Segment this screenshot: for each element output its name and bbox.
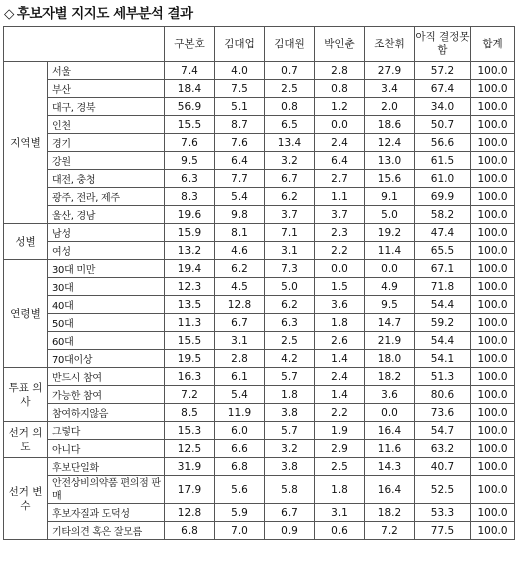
- value-cell: 0.9: [265, 522, 315, 540]
- value-cell: 1.8: [315, 476, 365, 504]
- support-table: [3, 26, 515, 540]
- row-category: 부산: [48, 80, 165, 98]
- value-cell: 0.0: [315, 260, 365, 278]
- value-cell: 7.2: [165, 386, 215, 404]
- value-cell: 5.0: [265, 278, 315, 296]
- row-group-label: 성별: [4, 224, 48, 260]
- value-cell: 59.2: [415, 314, 471, 332]
- column-header: 박인춘: [315, 27, 365, 62]
- row-category: 인천: [48, 116, 165, 134]
- table-row: [4, 134, 515, 152]
- value-cell: 2.5: [265, 332, 315, 350]
- table-row: [4, 98, 515, 116]
- table-row: [4, 152, 515, 170]
- value-cell: 17.9: [165, 476, 215, 504]
- value-cell: 15.9: [165, 224, 215, 242]
- row-category: 경기: [48, 134, 165, 152]
- value-cell: 100.0: [471, 440, 515, 458]
- value-cell: 1.9: [315, 422, 365, 440]
- column-header: 아직 결정못함: [415, 27, 471, 62]
- value-cell: 15.5: [165, 116, 215, 134]
- value-cell: 100.0: [471, 224, 515, 242]
- table-row: [4, 458, 515, 476]
- row-group-label: 선거 변수: [4, 458, 48, 540]
- table-row: [4, 522, 515, 540]
- value-cell: 15.5: [165, 332, 215, 350]
- value-cell: 7.4: [165, 62, 215, 80]
- value-cell: 12.8: [165, 504, 215, 522]
- table-row: [4, 80, 515, 98]
- value-cell: 6.8: [215, 458, 265, 476]
- value-cell: 7.1: [265, 224, 315, 242]
- value-cell: 3.2: [265, 152, 315, 170]
- value-cell: 2.7: [315, 170, 365, 188]
- row-category: 울산, 경남: [48, 206, 165, 224]
- value-cell: 5.0: [365, 206, 415, 224]
- value-cell: 9.5: [365, 296, 415, 314]
- value-cell: 6.2: [265, 296, 315, 314]
- value-cell: 50.7: [415, 116, 471, 134]
- page-title: [4, 2, 193, 24]
- row-category: 강원: [48, 152, 165, 170]
- value-cell: 3.7: [265, 206, 315, 224]
- value-cell: 54.4: [415, 296, 471, 314]
- value-cell: 100.0: [471, 134, 515, 152]
- value-cell: 77.5: [415, 522, 471, 540]
- value-cell: 2.4: [315, 368, 365, 386]
- value-cell: 6.3: [165, 170, 215, 188]
- row-group-label: 선거 의도: [4, 422, 48, 458]
- table-row: [4, 188, 515, 206]
- value-cell: 5.8: [265, 476, 315, 504]
- value-cell: 14.7: [365, 314, 415, 332]
- value-cell: 65.5: [415, 242, 471, 260]
- value-cell: 27.9: [365, 62, 415, 80]
- table-row: [4, 422, 515, 440]
- value-cell: 6.7: [265, 504, 315, 522]
- table-row: [4, 116, 515, 134]
- value-cell: 0.7: [265, 62, 315, 80]
- value-cell: 100.0: [471, 522, 515, 540]
- value-cell: 100.0: [471, 368, 515, 386]
- row-category: 광주, 전라, 제주: [48, 188, 165, 206]
- value-cell: 0.0: [365, 260, 415, 278]
- row-category: 60대: [48, 332, 165, 350]
- row-category: 30대: [48, 278, 165, 296]
- value-cell: 8.1: [215, 224, 265, 242]
- value-cell: 47.4: [415, 224, 471, 242]
- value-cell: 58.2: [415, 206, 471, 224]
- value-cell: 7.5: [215, 80, 265, 98]
- row-category: 아니다: [48, 440, 165, 458]
- value-cell: 4.5: [215, 278, 265, 296]
- value-cell: 34.0: [415, 98, 471, 116]
- value-cell: 61.5: [415, 152, 471, 170]
- value-cell: 100.0: [471, 62, 515, 80]
- value-cell: 12.3: [165, 278, 215, 296]
- value-cell: 63.2: [415, 440, 471, 458]
- value-cell: 0.8: [315, 80, 365, 98]
- value-cell: 52.5: [415, 476, 471, 504]
- value-cell: 100.0: [471, 206, 515, 224]
- value-cell: 100.0: [471, 170, 515, 188]
- value-cell: 2.8: [315, 62, 365, 80]
- diamond-icon: ◇: [4, 6, 14, 22]
- value-cell: 100.0: [471, 242, 515, 260]
- row-category: 70대이상: [48, 350, 165, 368]
- value-cell: 53.3: [415, 504, 471, 522]
- table-row: [4, 332, 515, 350]
- row-group-label: 지역별: [4, 62, 48, 224]
- value-cell: 6.7: [265, 170, 315, 188]
- value-cell: 19.5: [165, 350, 215, 368]
- value-cell: 2.8: [215, 350, 265, 368]
- value-cell: 56.6: [415, 134, 471, 152]
- row-category: 후보단일화: [48, 458, 165, 476]
- value-cell: 8.5: [165, 404, 215, 422]
- column-header: 김대원: [265, 27, 315, 62]
- column-header: 조찬휘: [365, 27, 415, 62]
- value-cell: 4.6: [215, 242, 265, 260]
- table-body: [4, 62, 515, 540]
- header-corner: [4, 27, 165, 62]
- value-cell: 3.6: [315, 296, 365, 314]
- row-category: 50대: [48, 314, 165, 332]
- value-cell: 14.3: [365, 458, 415, 476]
- value-cell: 100.0: [471, 260, 515, 278]
- value-cell: 6.6: [215, 440, 265, 458]
- value-cell: 2.2: [315, 404, 365, 422]
- value-cell: 2.2: [315, 242, 365, 260]
- value-cell: 13.2: [165, 242, 215, 260]
- row-category: 반드시 참여: [48, 368, 165, 386]
- value-cell: 54.7: [415, 422, 471, 440]
- value-cell: 100.0: [471, 152, 515, 170]
- table-row: [4, 206, 515, 224]
- value-cell: 6.4: [315, 152, 365, 170]
- value-cell: 67.1: [415, 260, 471, 278]
- value-cell: 6.1: [215, 368, 265, 386]
- value-cell: 100.0: [471, 458, 515, 476]
- value-cell: 8.3: [165, 188, 215, 206]
- row-category: 남성: [48, 224, 165, 242]
- value-cell: 12.8: [215, 296, 265, 314]
- value-cell: 100.0: [471, 314, 515, 332]
- value-cell: 54.1: [415, 350, 471, 368]
- table-row: [4, 476, 515, 504]
- value-cell: 6.8: [165, 522, 215, 540]
- header-row: [4, 27, 515, 62]
- value-cell: 73.6: [415, 404, 471, 422]
- row-category: 가능한 참여: [48, 386, 165, 404]
- value-cell: 2.5: [265, 80, 315, 98]
- value-cell: 6.7: [215, 314, 265, 332]
- row-category: 40대: [48, 296, 165, 314]
- value-cell: 18.2: [365, 504, 415, 522]
- value-cell: 4.2: [265, 350, 315, 368]
- value-cell: 12.4: [365, 134, 415, 152]
- value-cell: 100.0: [471, 504, 515, 522]
- value-cell: 7.0: [215, 522, 265, 540]
- value-cell: 5.9: [215, 504, 265, 522]
- row-category: 대전, 충청: [48, 170, 165, 188]
- value-cell: 18.4: [165, 80, 215, 98]
- row-category: 30대 미만: [48, 260, 165, 278]
- value-cell: 100.0: [471, 332, 515, 350]
- value-cell: 4.9: [365, 278, 415, 296]
- value-cell: 1.4: [315, 386, 365, 404]
- row-category: 참여하지않음: [48, 404, 165, 422]
- table-row: [4, 260, 515, 278]
- value-cell: 1.8: [315, 314, 365, 332]
- value-cell: 3.6: [365, 386, 415, 404]
- value-cell: 2.3: [315, 224, 365, 242]
- value-cell: 100.0: [471, 422, 515, 440]
- row-category: 여성: [48, 242, 165, 260]
- row-category: 후보자질과 도덕성: [48, 504, 165, 522]
- row-category: 기타의견 혹은 잘모름: [48, 522, 165, 540]
- value-cell: 18.2: [365, 368, 415, 386]
- value-cell: 40.7: [415, 458, 471, 476]
- value-cell: 1.1: [315, 188, 365, 206]
- value-cell: 12.5: [165, 440, 215, 458]
- value-cell: 19.6: [165, 206, 215, 224]
- value-cell: 5.4: [215, 386, 265, 404]
- value-cell: 0.8: [265, 98, 315, 116]
- table-row: [4, 350, 515, 368]
- row-category: 서울: [48, 62, 165, 80]
- table-row: [4, 404, 515, 422]
- value-cell: 9.5: [165, 152, 215, 170]
- value-cell: 3.2: [265, 440, 315, 458]
- value-cell: 16.4: [365, 476, 415, 504]
- value-cell: 15.6: [365, 170, 415, 188]
- row-group-label: 투표 의사: [4, 368, 48, 422]
- value-cell: 57.2: [415, 62, 471, 80]
- value-cell: 13.4: [265, 134, 315, 152]
- value-cell: 8.7: [215, 116, 265, 134]
- table-row: [4, 62, 515, 80]
- row-category: 대구, 경북: [48, 98, 165, 116]
- value-cell: 18.6: [365, 116, 415, 134]
- value-cell: 19.4: [165, 260, 215, 278]
- value-cell: 54.4: [415, 332, 471, 350]
- value-cell: 100.0: [471, 350, 515, 368]
- table-row: [4, 242, 515, 260]
- value-cell: 6.5: [265, 116, 315, 134]
- value-cell: 100.0: [471, 278, 515, 296]
- value-cell: 7.2: [365, 522, 415, 540]
- column-header: 합계: [471, 27, 515, 62]
- value-cell: 31.9: [165, 458, 215, 476]
- value-cell: 5.7: [265, 422, 315, 440]
- table-row: [4, 170, 515, 188]
- value-cell: 100.0: [471, 296, 515, 314]
- value-cell: 7.7: [215, 170, 265, 188]
- value-cell: 19.2: [365, 224, 415, 242]
- column-header: 김대업: [215, 27, 265, 62]
- value-cell: 11.6: [365, 440, 415, 458]
- table-row: [4, 296, 515, 314]
- value-cell: 71.8: [415, 278, 471, 296]
- value-cell: 80.6: [415, 386, 471, 404]
- value-cell: 3.4: [365, 80, 415, 98]
- value-cell: 21.9: [365, 332, 415, 350]
- value-cell: 13.5: [165, 296, 215, 314]
- value-cell: 3.1: [315, 504, 365, 522]
- value-cell: 0.0: [315, 116, 365, 134]
- value-cell: 6.0: [215, 422, 265, 440]
- title-text: 후보자별 지지도 세부분석 결과: [16, 6, 193, 22]
- value-cell: 2.0: [365, 98, 415, 116]
- value-cell: 100.0: [471, 98, 515, 116]
- value-cell: 100.0: [471, 404, 515, 422]
- value-cell: 1.5: [315, 278, 365, 296]
- table-row: [4, 278, 515, 296]
- table-row: [4, 440, 515, 458]
- value-cell: 6.2: [215, 260, 265, 278]
- value-cell: 7.3: [265, 260, 315, 278]
- value-cell: 11.4: [365, 242, 415, 260]
- value-cell: 2.9: [315, 440, 365, 458]
- value-cell: 5.1: [215, 98, 265, 116]
- value-cell: 1.4: [315, 350, 365, 368]
- value-cell: 61.0: [415, 170, 471, 188]
- value-cell: 0.6: [315, 522, 365, 540]
- value-cell: 13.0: [365, 152, 415, 170]
- value-cell: 56.9: [165, 98, 215, 116]
- value-cell: 3.8: [265, 458, 315, 476]
- value-cell: 67.4: [415, 80, 471, 98]
- value-cell: 2.5: [315, 458, 365, 476]
- row-category: 그렇다: [48, 422, 165, 440]
- value-cell: 16.3: [165, 368, 215, 386]
- value-cell: 2.4: [315, 134, 365, 152]
- value-cell: 2.6: [315, 332, 365, 350]
- value-cell: 4.0: [215, 62, 265, 80]
- value-cell: 1.2: [315, 98, 365, 116]
- row-group-label: 연령별: [4, 260, 48, 368]
- value-cell: 16.4: [365, 422, 415, 440]
- value-cell: 11.3: [165, 314, 215, 332]
- table-row: [4, 368, 515, 386]
- value-cell: 3.1: [215, 332, 265, 350]
- value-cell: 9.8: [215, 206, 265, 224]
- value-cell: 5.7: [265, 368, 315, 386]
- value-cell: 9.1: [365, 188, 415, 206]
- value-cell: 100.0: [471, 116, 515, 134]
- value-cell: 3.8: [265, 404, 315, 422]
- value-cell: 100.0: [471, 386, 515, 404]
- value-cell: 0.0: [365, 404, 415, 422]
- value-cell: 3.7: [315, 206, 365, 224]
- value-cell: 51.3: [415, 368, 471, 386]
- value-cell: 6.2: [265, 188, 315, 206]
- value-cell: 18.0: [365, 350, 415, 368]
- table-row: [4, 504, 515, 522]
- value-cell: 5.6: [215, 476, 265, 504]
- value-cell: 7.6: [215, 134, 265, 152]
- value-cell: 100.0: [471, 188, 515, 206]
- value-cell: 1.8: [265, 386, 315, 404]
- row-category: 안전상비의약품 편의점 판매: [48, 476, 165, 504]
- column-header: 구본호: [165, 27, 215, 62]
- value-cell: 100.0: [471, 476, 515, 504]
- table-row: [4, 224, 515, 242]
- value-cell: 69.9: [415, 188, 471, 206]
- table-row: [4, 386, 515, 404]
- value-cell: 7.6: [165, 134, 215, 152]
- table-row: [4, 314, 515, 332]
- value-cell: 3.1: [265, 242, 315, 260]
- value-cell: 11.9: [215, 404, 265, 422]
- value-cell: 100.0: [471, 80, 515, 98]
- value-cell: 15.3: [165, 422, 215, 440]
- value-cell: 6.3: [265, 314, 315, 332]
- value-cell: 6.4: [215, 152, 265, 170]
- value-cell: 5.4: [215, 188, 265, 206]
